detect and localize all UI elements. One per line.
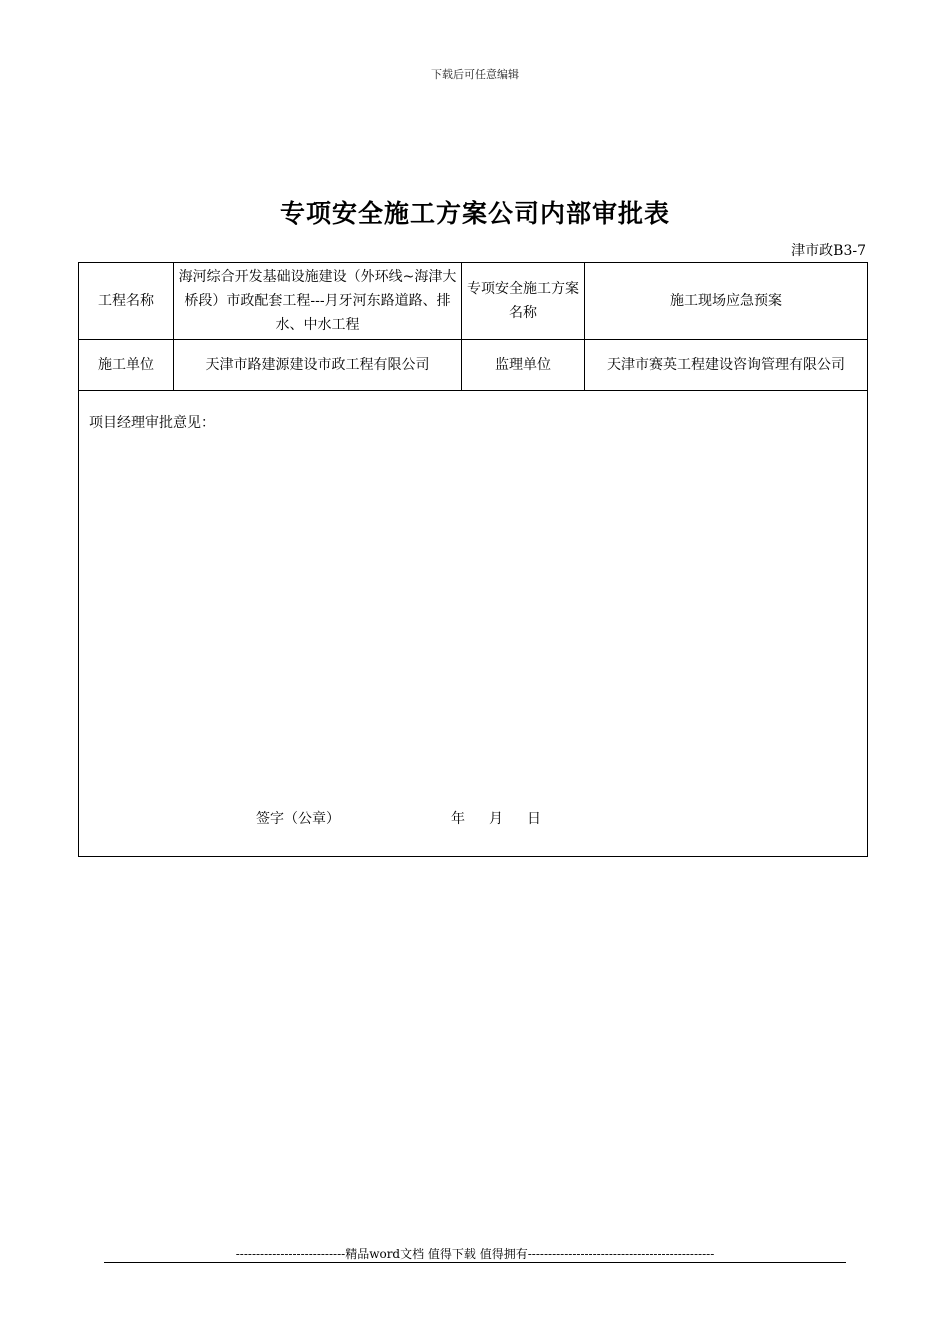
contractor-value: 天津市路建源建设市政工程有限公司 (174, 340, 462, 391)
supervisor-value: 天津市赛英工程建设咨询管理有限公司 (585, 340, 868, 391)
year-label: 年 (451, 811, 465, 827)
plan-name-label: 专项安全施工方案名称 (462, 263, 585, 340)
month-label: 月 (489, 811, 503, 827)
day-label: 日 (527, 811, 541, 827)
opinion-cell (79, 391, 868, 857)
approval-table (78, 262, 868, 857)
table-row-opinion (79, 391, 868, 857)
header-note: 下载后可任意编辑 (431, 68, 519, 81)
table-row-project (79, 263, 868, 340)
project-name-value: 海河综合开发基础设施建设（外环线~海津大桥段）市政配套工程---月牙河东路道路、排水、中水工程 (174, 263, 462, 340)
opinion-label: 项目经理审批意见： (89, 415, 215, 431)
plan-name-value: 施工现场应急预案 (585, 263, 868, 340)
table-row-units (79, 340, 868, 391)
footer-text: ---------------------------精品word文档 值得下载 值得拥有---------------------------------------------- (235, 1247, 715, 1261)
signature-label: 签字（公章） (256, 811, 340, 827)
footer-divider (104, 1262, 846, 1263)
signature-area (256, 807, 565, 831)
supervisor-label: 监理单位 (462, 340, 585, 391)
contractor-label: 施工单位 (79, 340, 174, 391)
document-title: 专项安全施工方案公司内部审批表 (279, 199, 670, 228)
form-code: 津市政B3-7 (791, 243, 866, 259)
project-name-label: 工程名称 (79, 263, 174, 340)
